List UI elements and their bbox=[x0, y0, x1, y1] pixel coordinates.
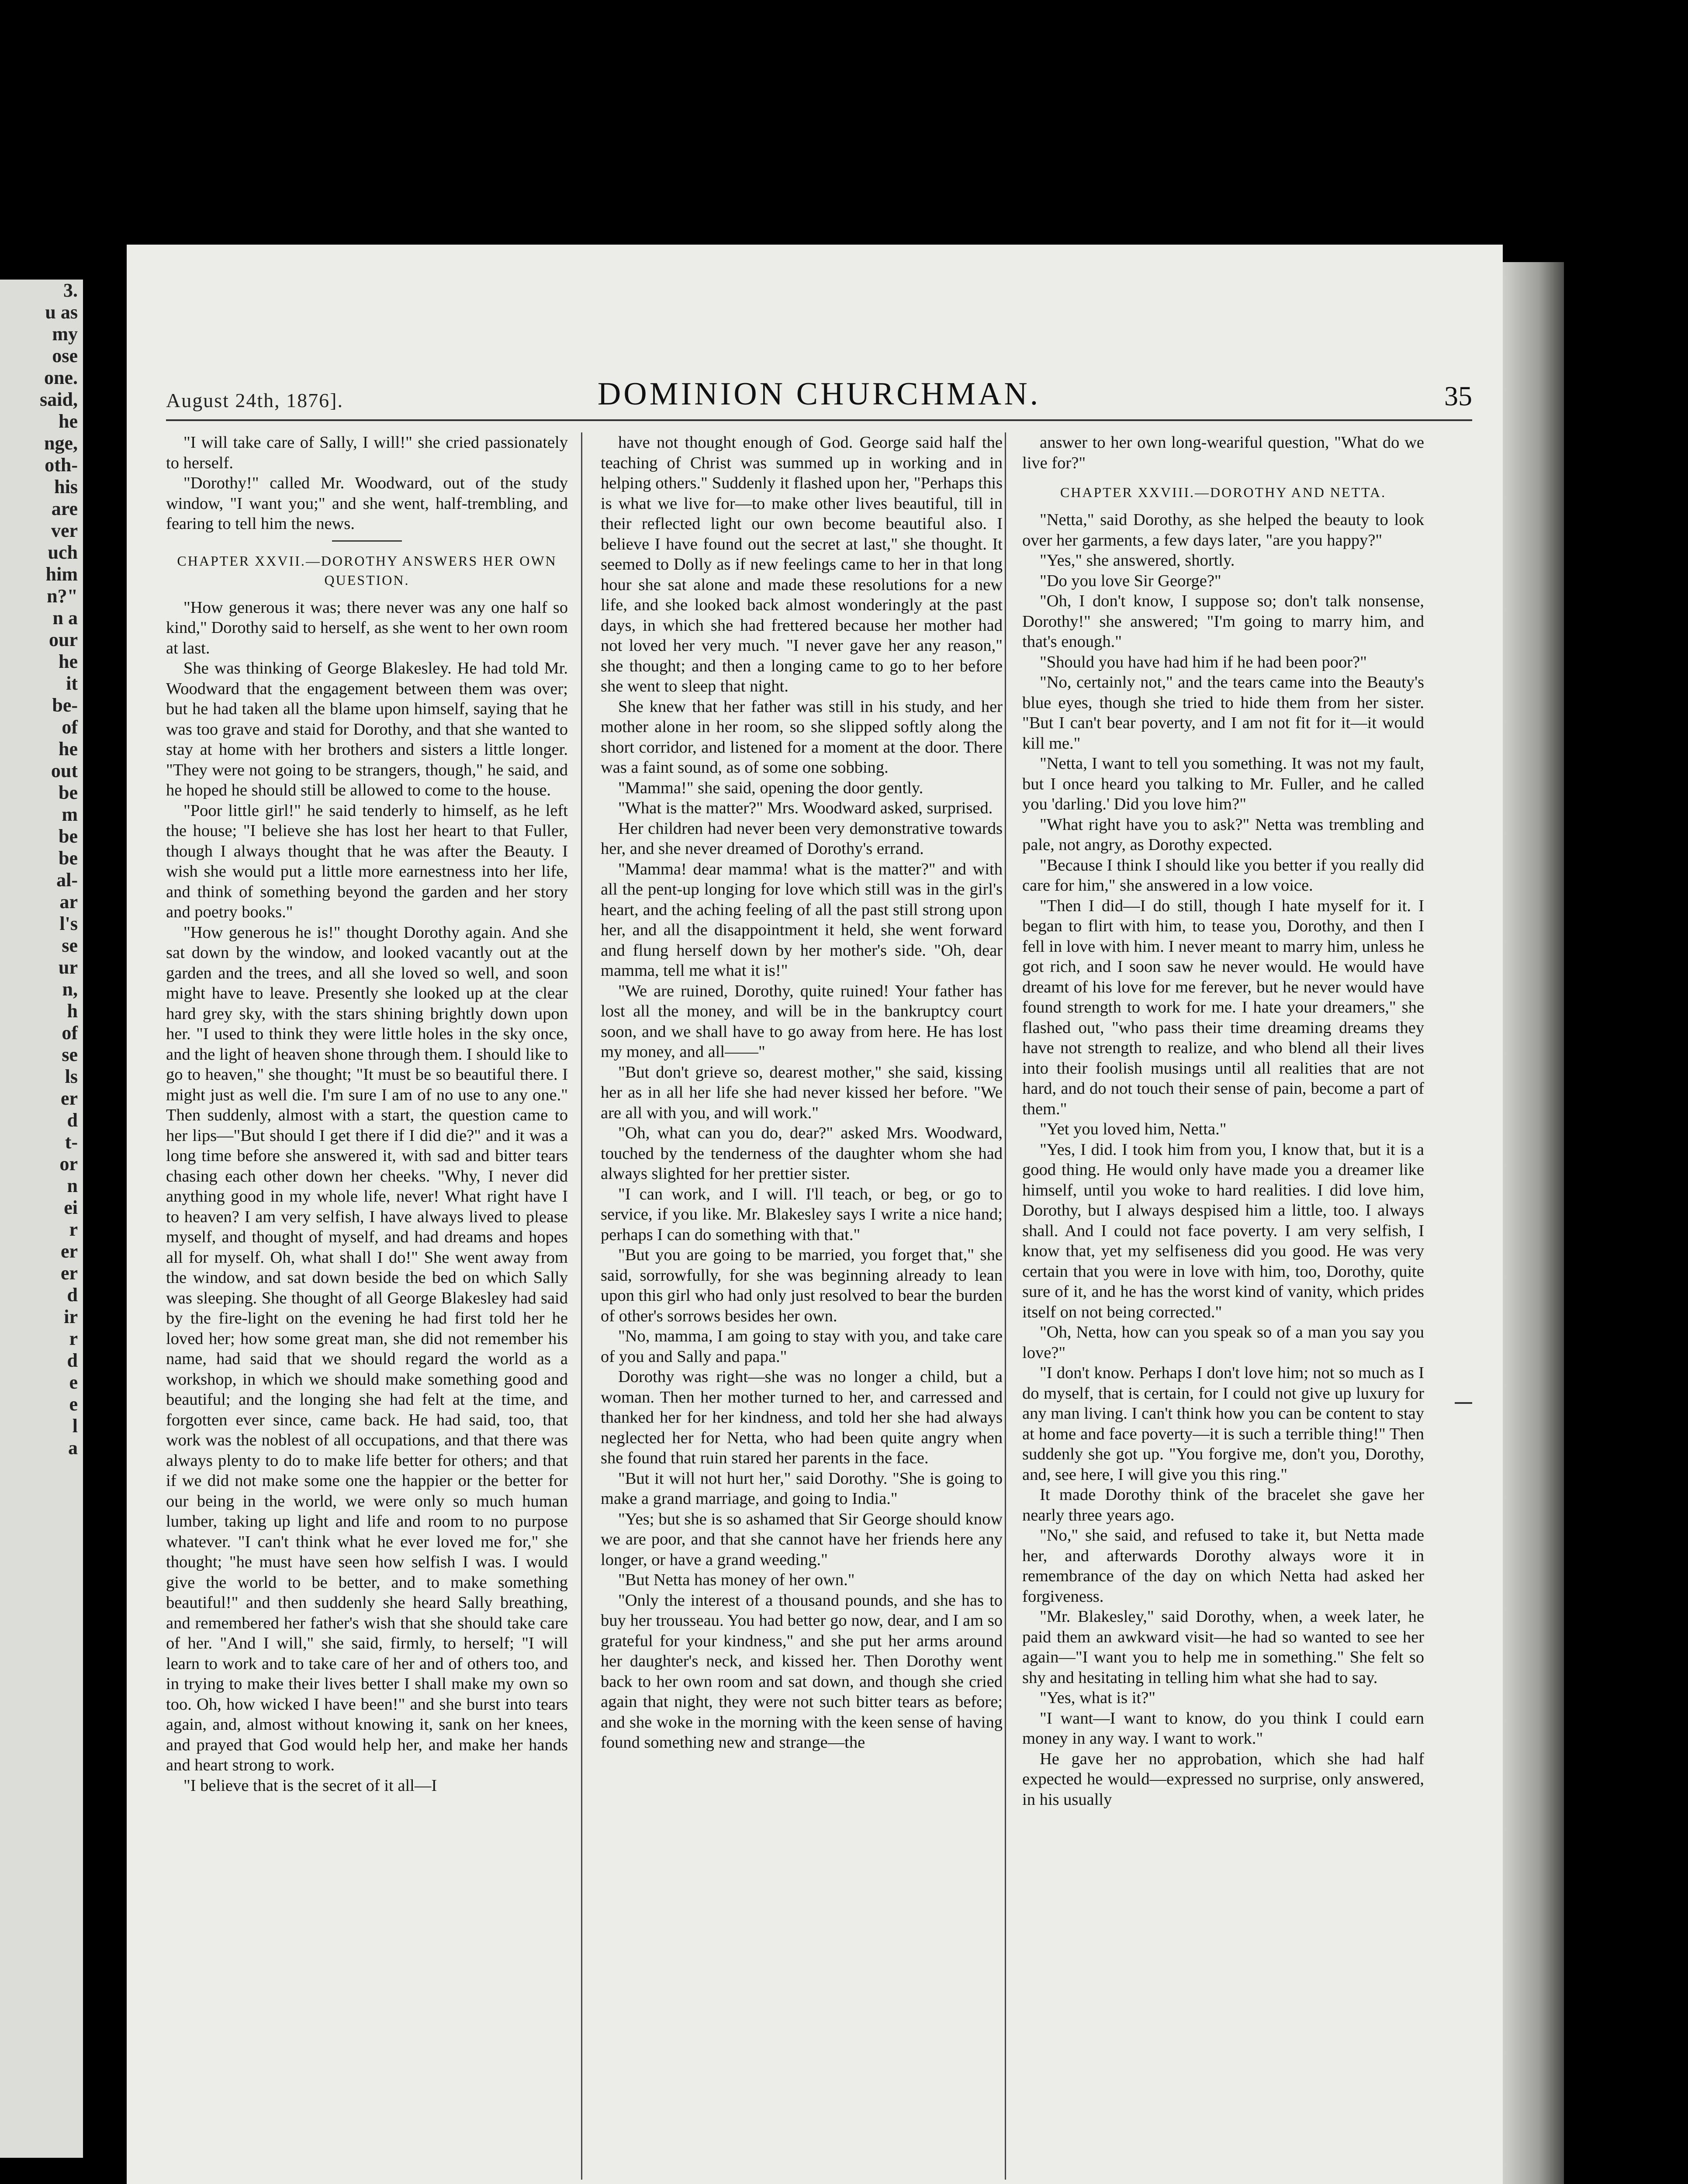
previous-page-fragment bbox=[0, 280, 83, 2158]
text-column-1 bbox=[166, 432, 568, 2180]
paragraph: "Yes; but she is so ashamed that Sir George should know we are poor, and that she cannot have her friends here any longer, or have a grand weeding." bbox=[601, 1510, 1003, 1569]
left-page-text-fragment: one. bbox=[44, 367, 78, 388]
paragraph: "We are ruined, Dorothy, quite ruined! Your father has lost all the money, and will be in the bankruptcy court soon, and we shall have to go away from here. He has lost my money, and all——" bbox=[601, 981, 1003, 1061]
paragraph: "But you are going to be married, you forget that," she said, sorrowfully, for she was beginning already to lean upon this girl who had only just resolved to bear the burden of other's sorrows besides her own. bbox=[601, 1246, 1003, 1325]
paragraph: "I will take care of Sally, I will!" she cried passionately to herself. bbox=[166, 433, 568, 472]
paragraph: "Do you love Sir George?" bbox=[1040, 571, 1221, 590]
paragraph: "Mr. Blakesley," said Dorothy, when, a week later, he paid them an awkward visit—he had so wanted to see her again—"I want you to help me in something." She felt so shy and hesitating in telling him what she had to say. bbox=[1022, 1607, 1424, 1687]
paragraph: "Dorothy!" called Mr. Woodward, out of the study window, "I want you;" and she went, half-trembling, and fearing to tell him the news. bbox=[166, 474, 568, 533]
left-page-text-fragment: e bbox=[69, 1372, 78, 1393]
paragraph: "Oh, what can you do, dear?" asked Mrs. Woodward, touched by the tenderness of the daughter whom she had always slighted for her prettier sister. bbox=[601, 1124, 1003, 1183]
paragraph: "But don't grieve so, dearest mother," she said, kissing her as in all her life she had never kissed her before. "We are all with you, and will work." bbox=[601, 1063, 1003, 1122]
left-page-text-fragment: our bbox=[49, 629, 78, 650]
paragraph: She was thinking of George Blakesley. He had told Mr. Woodward that the engagement between them was over; but he had taken all the blame upon himself, saying that he was too grave and staid for Dorothy, and that she wanted to stay at home with her brothers and sisters a little longer. "They were not going to be strangers, though," he said, and he hoped he should still be allowed to come to the house. bbox=[166, 659, 568, 799]
left-page-text-fragment: e bbox=[69, 1393, 78, 1415]
left-page-text-fragment: ar bbox=[59, 891, 78, 912]
paragraph: "Mamma!" she said, opening the door gently. bbox=[618, 778, 924, 797]
left-page-text-fragment: be bbox=[59, 847, 78, 869]
masthead-title: DOMINION CHURCHMAN. bbox=[597, 376, 1041, 412]
left-page-text-fragment: said, bbox=[40, 389, 78, 410]
left-page-text-fragment: u as bbox=[45, 301, 78, 323]
paragraph: He gave her no approbation, which she had half expected he would—expressed no surprise, only answered, in his usually bbox=[1022, 1749, 1424, 1809]
text-column-2 bbox=[601, 432, 1003, 2180]
paragraph: "No, mamma, I am going to stay with you, and take care of you and Sally and papa." bbox=[601, 1327, 1003, 1366]
left-page-text-fragment: my bbox=[52, 323, 78, 345]
column-divider bbox=[581, 432, 582, 2180]
chapter-heading: CHAPTER XXVII.—DOROTHY ANSWERS HER OWN QUESTION. bbox=[177, 553, 557, 588]
left-page-text-fragment: n, bbox=[62, 978, 78, 1000]
left-page-text-fragment: be bbox=[59, 782, 78, 803]
paragraph: Dorothy was right—she was no longer a child, but a woman. Then her mother turned to her, and carressed and thanked her for her kindness, and told her she had always neglected her for Netta, who had been quite angry when she found that ruin stared her parents in the face. bbox=[601, 1368, 1003, 1467]
left-page-text-fragment: be bbox=[59, 826, 78, 847]
paragraph: "Because I think I should like you better if you really did care for him," she answered in a low voice. bbox=[1022, 856, 1424, 895]
paragraph: "Only the interest of a thousand pounds, and she has to buy her trousseau. You had better go now, dear, and I am so grateful for your kindness," and she put her arms around her daughter's neck, and kissed her. Then Dorothy went back to her own room and sat down, and though she cried again that night, they were not such bitter tears as before; and she woke in the morning with the keen sense of having found something new and strange—the bbox=[601, 1591, 1003, 1752]
left-page-text-fragment: of bbox=[62, 1022, 78, 1044]
paragraph: "What is the matter?" Mrs. Woodward asked, surprised. bbox=[618, 799, 993, 817]
paragraph: "Yes, I did. I took him from you, I know that, but it is a good thing. He would only have made you a dreamer like himself, until you woke to hard realities. I did love him, Dorothy, but I always despised him a little, too. I always shall. And I could not face poverty. I am very selfish, I know that, yet my selfiseness did you good. He was very certain that you were in love with him, too, Dorothy, quite sure of it, and he has the worst kind of vanity, which prides itself on not being corrected." bbox=[1022, 1140, 1424, 1321]
paragraph: "How generous he is!" thought Dorothy again. And she sat down by the window, and looked vacantly out at the garden and the trees, and all she loved so well, and soon might have to leave. Presently she looked up at the clear hard grey sky, with the stars shining brightly down upon her. "I used to think they were little holes in the sky once, and the light of heaven shone through them. I should like to go to heaven," she thought; "It must be so beautiful there. I might just as well die. I'm sure I am of no use to any one." Then suddenly, almost with a start, the question came to her lips—"But should I get there if I did die?" and it was a long time before she answered it, with sad and bitter tears chasing each other down her cheeks. "Why, I never did anything good in my whole life, never! What right have I to heaven? I am very selfish, I have always lived to please myself, and thought of myself, and had dreams and hopes all for myself. Oh, what shall I do!" She went away from the window, and sat down beside the bed on which Sally was sleeping. She thought of all George Blakesley had said by the fire-light on the evening he had first told her he loved her; how some great man, she did not remember his name, had said that we should regard the world as a workshop, in which we should make something good and beautiful; and the longing she had felt at the time, and forgotten ever since, came back. He had said, too, that work was the noblest of all occupations, and that there was always plenty to do to make life better for others; and that if we did not make some one the happier or the better for our being in the world, we were only so much human lumber, taking up light and life and room to no purpose whatever. "I can't think what he ever loved me for," she thought; "he must have seen how selfish I was. I would give the world to be better, and to make something beautiful!" and then suddenly she heard Sally breathing, and remembered her father's wish that she should take care of her. "And I will," she said, firmly, to herself; "I will learn to work and to take care of her and of others too, and in trying to make their lives better I shall make my own so too. Oh, how wicked I have been!" and she burst into tears again, and, almost without knowing it, sank on her knees, and prayed that God would help her, and make her hands and heart strong to work. bbox=[166, 923, 568, 1774]
paragraph: "Mamma! dear mamma! what is the matter?" and with all the pent-up longing for love which still was in the girl's heart, and the aching feeling of all the past still strong upon her, and all the disappointment it held, she went forward and flung herself down by her mother's side. "Oh, dear mamma, tell me what it is!" bbox=[601, 860, 1003, 980]
left-page-text-fragment: him bbox=[45, 563, 78, 585]
left-page-text-fragment: ver bbox=[51, 520, 78, 541]
paragraph: "Then I did—I do still, though I hate myself for it. I began to flirt with him, to tease you, Dorothy, and then I fell in love with him. I never meant to marry him, unless he got rich, and I soon saw he never would. He would have dreamt of his love for me ferever, but he never would have found strength to work for me. I hate your dreamers," she flashed out, "who pass their time dreaming dreams they have not strength to realize, and who blend all their lives into their foolish musings until all realities that are not hard, and do not touch their sense of pain, become a part of them." bbox=[1022, 896, 1424, 1118]
paragraph: "But Netta has money of her own." bbox=[618, 1571, 855, 1589]
paragraph: "I don't know. Perhaps I don't love him; not so much as I do myself, that is certain, for I could not give up luxury for any man living. I can't think how you can be content to stay at home and face poverty—it is such a terrible thing!" Then suddenly she got up. "You forgive me, don't you, Dorothy, and, see here, I will give you this ring." bbox=[1022, 1364, 1424, 1484]
left-page-text-fragment: be- bbox=[52, 695, 78, 716]
column-divider bbox=[1005, 432, 1006, 2180]
left-page-text-fragment: ir bbox=[64, 1306, 78, 1327]
left-page-text-fragment: it bbox=[66, 673, 78, 694]
newspaper-page bbox=[127, 245, 1503, 2184]
left-page-text-fragment: n a bbox=[52, 607, 78, 629]
paragraph: "Netta, I want to tell you something. It was not my fault, but I once heard you talking to Mr. Fuller, and he called you 'darling.' Did you love him?" bbox=[1022, 754, 1424, 813]
left-page-text-fragment: er bbox=[60, 1241, 78, 1262]
left-page-text-fragment: 3. bbox=[63, 280, 78, 301]
left-page-text-fragment: d bbox=[67, 1350, 78, 1371]
left-page-text-fragment: ei bbox=[64, 1197, 78, 1218]
paragraph: "But it will not hurt her," said Dorothy. "She is going to make a grand marriage, and going to India." bbox=[601, 1469, 1003, 1508]
paragraph: "I believe that is the secret of it all—I bbox=[183, 1776, 437, 1795]
paragraph: "How generous it was; there never was any one half so kind," Dorothy said to herself, as she went to her own room at last. bbox=[166, 598, 568, 657]
left-page-text-fragment: d bbox=[67, 1109, 78, 1131]
paragraph: answer to her own long-weariful question, "What do we live for?" bbox=[1022, 433, 1424, 472]
print-mark bbox=[1455, 1402, 1472, 1404]
left-page-text-fragment: l bbox=[72, 1415, 78, 1437]
left-page-text-fragment: uch bbox=[48, 542, 78, 563]
left-page-text-fragment: t- bbox=[65, 1131, 78, 1153]
left-page-text-fragment: n?" bbox=[47, 585, 78, 607]
paragraph: "No, certainly not," and the tears came into the Beauty's blue eyes, though she tried to hide them from her sister. "But I can't bear poverty, and I am not fit for it—it would kill me." bbox=[1022, 673, 1424, 753]
paragraph: "What right have you to ask?" Netta was trembling and pale, not angry, as Dorothy expected. bbox=[1022, 815, 1424, 854]
left-page-text-fragment: se bbox=[62, 1044, 78, 1065]
left-page-text-fragment: al- bbox=[56, 869, 78, 891]
paragraph: "I can work, and I will. I'll teach, or beg, or go to service, if you like. Mr. Blakesley says I write a nice hand; perhaps I can do something with that." bbox=[601, 1185, 1003, 1244]
left-page-text-fragment: out bbox=[51, 760, 78, 781]
chapter-heading: CHAPTER XXVIII.—DOROTHY AND NETTA. bbox=[1060, 484, 1387, 500]
left-page-text-fragment: nge, bbox=[44, 432, 78, 454]
issue-date: August 24th, 1876]. bbox=[166, 389, 343, 411]
page-header bbox=[166, 376, 1472, 415]
section-rule bbox=[332, 540, 402, 542]
left-page-text-fragment: he bbox=[59, 651, 78, 672]
text-column-3 bbox=[1022, 432, 1424, 2180]
left-page-text-fragment: h bbox=[67, 1000, 78, 1022]
paragraph: "Yet you loved him, Netta." bbox=[1040, 1120, 1227, 1138]
left-page-text-fragment: ls bbox=[65, 1066, 78, 1087]
left-page-text-fragment: oth- bbox=[45, 454, 78, 476]
left-page-text-fragment: er bbox=[60, 1088, 78, 1109]
left-page-text-fragment: n bbox=[67, 1175, 78, 1196]
paragraph: "I want—I want to know, do you think I could earn money in any way. I want to work." bbox=[1022, 1709, 1424, 1748]
paragraph: She knew that her father was still in his study, and her mother alone in her room, so she slipped softly along the short corridor, and listened for a moment at the door. There was a faint sound, as of some one sobbing. bbox=[601, 697, 1003, 777]
left-page-text-fragment: l's bbox=[59, 913, 78, 934]
left-page-text-fragment: m bbox=[62, 804, 78, 825]
paragraph: "Netta," said Dorothy, as she helped the beauty to look over her garments, a few days later, "are you happy?" bbox=[1022, 511, 1424, 549]
left-page-text-fragment: or bbox=[59, 1153, 78, 1175]
paragraph: "No," she said, and refused to take it, but Netta made her, and afterwards Dorothy always wore it in remembrance of the day on which Netta had asked her forgiveness. bbox=[1022, 1526, 1424, 1606]
left-page-text-fragment: he bbox=[59, 411, 78, 432]
paragraph: "Yes," she answered, shortly. bbox=[1040, 551, 1235, 570]
paragraph: "Oh, Netta, how can you speak so of a man you say you love?" bbox=[1022, 1323, 1424, 1362]
left-page-text-fragment: are bbox=[51, 498, 78, 519]
paragraph: "Should you have had him if he had been poor?" bbox=[1040, 653, 1367, 671]
page-edge-shadow bbox=[1503, 262, 1564, 2184]
left-page-text-fragment: of bbox=[62, 716, 78, 738]
left-page-text-fragment: his bbox=[54, 476, 78, 498]
left-page-text-fragment: r bbox=[69, 1328, 78, 1349]
paragraph: have not thought enough of God. George said half the teaching of Christ was summed up in working and in helping others." Suddenly it flashed upon her, "Perhaps this is what we live for—to make other lives beautiful, till in their reflected light our own become beautiful also. I believe I have found out the secret at last," she thought. It seemed to Dolly as if new feelings came to her in that long hour she sat alone and made these resolutions for a new life, and she looked back almost wonderingly at the past days, in which she had frettered because her mother had not loved her very much. "I never gave her any reason," she thought; and then a longing came to go to her before she went to sleep that night. bbox=[601, 433, 1003, 695]
paragraph: "Yes, what is it?" bbox=[1040, 1689, 1155, 1707]
header-rule bbox=[166, 419, 1472, 421]
left-page-text-fragment: er bbox=[60, 1262, 78, 1284]
left-page-text-fragment: ose bbox=[52, 345, 78, 366]
left-page-text-fragment: r bbox=[69, 1219, 78, 1240]
left-page-text-fragment: a bbox=[68, 1437, 78, 1458]
page-number: 35 bbox=[1444, 380, 1472, 411]
left-page-text-fragment: ur bbox=[59, 957, 78, 978]
left-page-text-fragment: d bbox=[67, 1284, 78, 1306]
left-page-text-fragment: he bbox=[59, 738, 78, 760]
paragraph: Her children had never been very demonstrative towards her, and she never dreamed of Dorothy's errand. bbox=[601, 819, 1003, 858]
paragraph: It made Dorothy think of the bracelet she gave her nearly three years ago. bbox=[1022, 1486, 1424, 1524]
paragraph: "Poor little girl!" he said tenderly to himself, as he left the house; "I believe she has lost her heart to that Fuller, though I always thought that he was after the Beauty. I wish she would put a little more earnestness into her life, and think of something beyond the garden and her story and poetry books." bbox=[166, 801, 568, 921]
left-page-text-fragment: se bbox=[62, 935, 78, 956]
paragraph: "Oh, I don't know, I suppose so; don't talk nonsense, Dorothy!" she answered; "I'm going to marry him, and that's enough." bbox=[1022, 592, 1424, 651]
